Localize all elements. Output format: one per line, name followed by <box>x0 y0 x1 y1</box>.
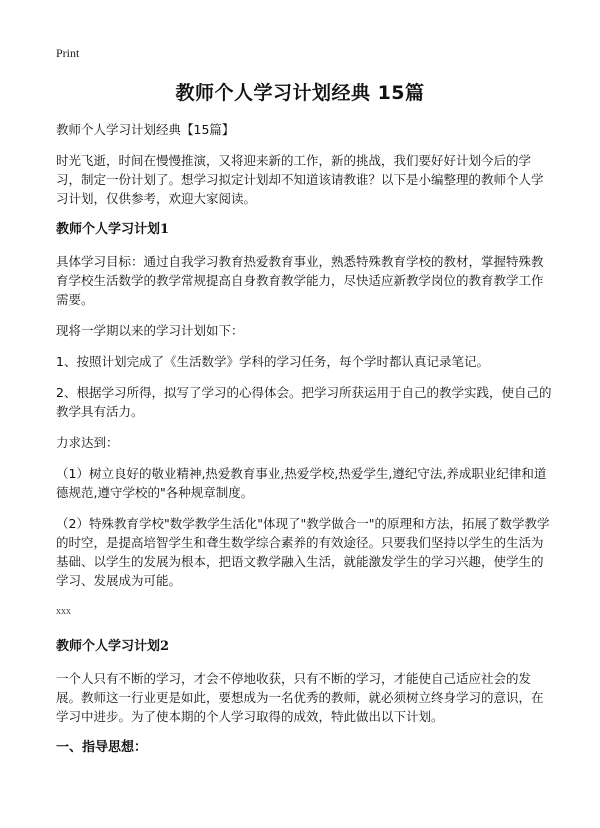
list-item: （2）特殊教育学校"数学教学生活化"体现了"教学做合一"的原理和方法，拓展了数学教学的时空，是提高培智学生和聋生数学综合素养的有效途径。只要我们坚持以学生的生活为基础、以学生的发展为根本，把语文教学融入生活，就能激发学生的学习兴趣，使学生的学习、发展成为可能。 <box>56 516 550 588</box>
document-title: 教师个人学习计划经典 15篇 <box>175 82 425 104</box>
section-separator: xxx <box>56 606 71 617</box>
section-heading-1: 教师个人学习计划1 <box>56 222 170 237</box>
paragraph: 具体学习目标：通过自我学习教育热爱教育事业，熟悉特殊教育学校的教材，掌握特殊教育学校生活数学的教学常规提高自身教育教学能力，尽快适应新教学岗位的教育教学工作需要。 <box>56 254 544 307</box>
intro-paragraph: 时光飞逝，时间在慢慢推演，又将迎来新的工作，新的挑战，我们要好好计划今后的学习，制定一份计划了。想学习拟定计划却不知道该请教谁？以下是小编整理的教师个人学习计划，仅供参考，欢迎大家阅读。 <box>56 153 544 206</box>
document-body <box>56 120 552 770</box>
list-item: （1）树立良好的敬业精神,热爱教育事业,热爱学校,热爱学生,遵纪守法,养成职业纪律和道德规范,遵守学校的"各种规章制度。 <box>56 466 547 500</box>
paragraph: 一个人只有不断的学习，才会不停地收获，只有不断的学习，才能使自己适应社会的发展。教师这一行业更是如此，要想成为一名优秀的教师，就必须树立终身学习的意识，在学习中进步。为了使本期的个人学习取得的成效，特此做出以下计划。 <box>56 671 544 724</box>
print-label: Print <box>56 46 80 60</box>
subheading: 一、指导思想： <box>56 740 148 755</box>
section-heading-2: 教师个人学习计划2 <box>56 639 170 654</box>
document-subtitle: 教师个人学习计划经典【15篇】 <box>56 122 235 137</box>
list-item: 1、按照计划完成了《生活数学》学科的学习任务，每个学时都认真记录笔记。 <box>56 354 489 369</box>
list-item: 2、根据学习所得，拟写了学习的心得体会。把学习所获运用于自己的教学实践，使自己的教学具有活力。 <box>56 385 552 419</box>
paragraph: 现将一学期以来的学习计划如下： <box>56 323 244 338</box>
paragraph: 力求达到： <box>56 435 119 450</box>
